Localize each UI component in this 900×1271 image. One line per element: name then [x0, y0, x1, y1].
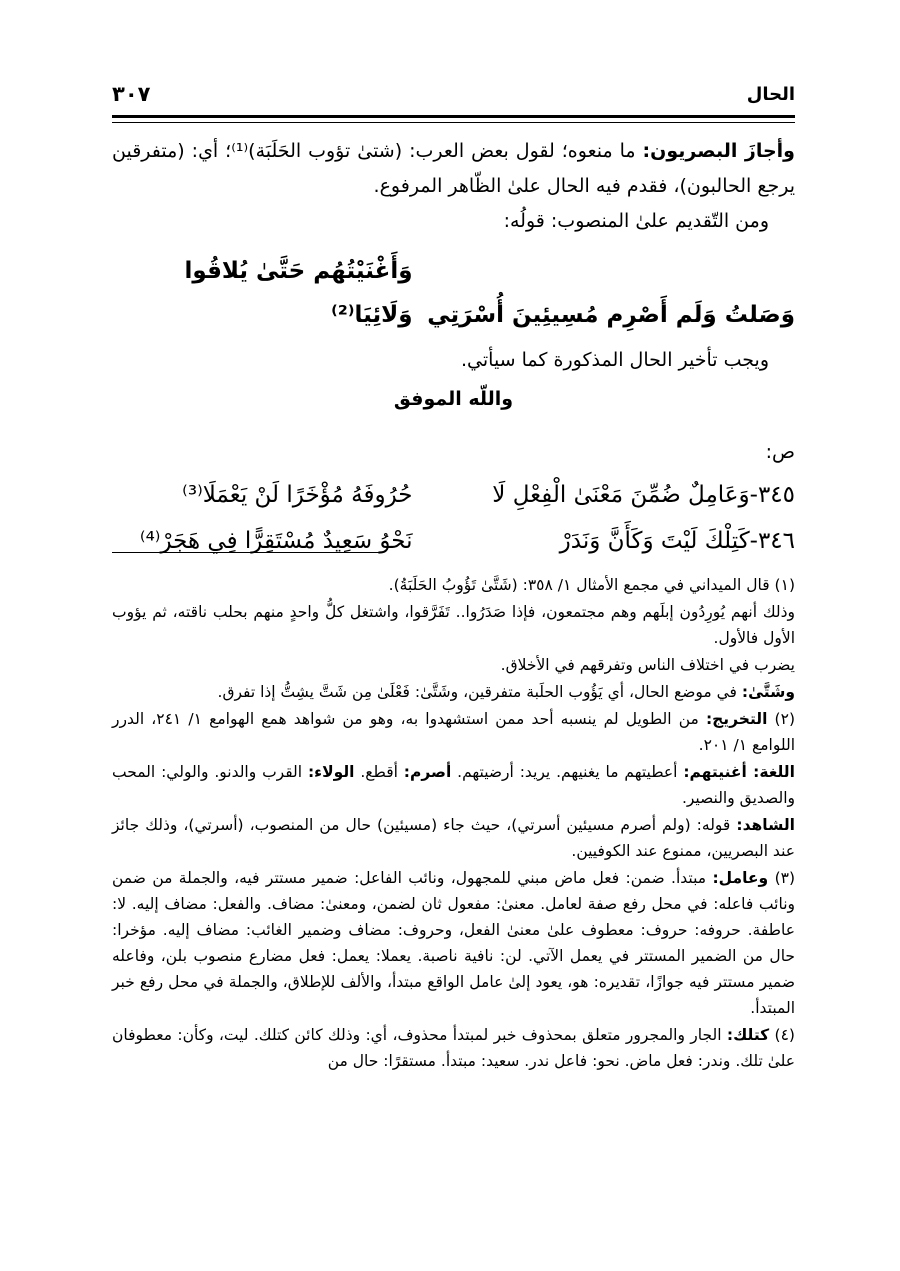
verse-line	[112, 249, 795, 337]
footnote-1: (١) قال الميداني في مجمع الأمثال ١/ ٣٥٨: (شَتَّىٰ تَؤُوبُ الحَلَبَةُ).	[388, 576, 795, 594]
header-rule-thick	[112, 115, 795, 118]
footnote-2-text: من الطويل لم ينسبه أحد ممن استشهدوا به، وهو من شواهد همع الهوامع ١/ ٢٤١، الدرر اللوامع ١/ ٢٠١.	[112, 710, 795, 754]
verse-hemistich-1: وَصَلتُ وَلَم أَصْرِم مُسِيئِينَ أُسْرَتِي	[427, 302, 795, 328]
page-header	[112, 82, 795, 112]
footnote-2-evidence	[112, 812, 795, 864]
footnote-2-evidence-text: قوله: (ولم أصرم مسيئين أسرتي)، حيث جاء (مسيئين) حال من المنصوب، (أسرتي)، وذلك جائز عند البصريين، ممنوع عند الكوفيين.	[112, 816, 795, 860]
poem-line-345-first: ٣٤٥-وَعَامِلٌ ضُمِّنَ مَعْنَىٰ الْفِعْلِ لَا	[492, 482, 795, 508]
book-page	[112, 0, 795, 1271]
poem-line-346-second: نَحْوُ سَعِيدٌ مُسْتَقِرًّا فِي هَجَرْ⁽⁴⁾	[139, 528, 413, 554]
footnote-3-text: مبتدأ. ضمن: فعل ماض مبني للمجهول، ونائب الفاعل: ضمير مستتر فيه، والجملة من ضمن ونائب فاعله: في محل رفع صفة لعامل. معنىٰ: مفعول ثان لضمن، ومعنىٰ: مضاف. والفعل: مضاف إليه. لا: عاطفة. حروفه: حروف: معطوف علىٰ معنىٰ الفعل، وحروف: مضاف وضمير الغائب: مضاف إليه. مؤخرا: حال من الضمير المستتر في يعمل الآتي. لن: نافية ناصبة. يعملا: يعمل: فعل مضارع منصوب بلن، وفاعله ضمير مستتر فيه جوازًا، تقديره: هو، يعود إلىٰ عامل الواقع مبتدأ، والألف للإطلاق، والجملة في محل رفع خبر المبتدأ.	[112, 869, 795, 1017]
verse-hemistich-2: وَأَغْنَيْتُهُم حَتَّىٰ يُلاقُوا وَلَائِيَا⁽²⁾	[184, 258, 413, 328]
footnotes	[112, 572, 795, 1075]
footnote-4-number: (٤)	[774, 1026, 795, 1044]
poem-line-345-second: حُرُوفَهُ مُؤْخَرًا لَنْ يَعْمَلَا⁽³⁾	[182, 482, 413, 508]
paragraph-basrans-text: ما منعوه؛ لقول بعض العرب: (شتىٰ تؤوب الحَلَبَة)⁽¹⁾؛ أي: (متفرقين يرجع الحالبون)، فقدم فيه الحال علىٰ الظّاهر المرفوع.	[112, 140, 795, 197]
page-number: ٣٠٧	[112, 82, 151, 106]
footnote-1-usage: يضرب في اختلاف الناس وتفرقهم في الأخلاق.	[500, 656, 795, 674]
footnote-1-grammar-text: في موضع الحال، أي يَؤُوب الحلَبة متفرقين، وشَتَّىٰ: فَعْلَىٰ مِن شَتَّ يشِتُّ إذا تفرق.	[217, 683, 737, 701]
footnote-2-term: التخريج:	[705, 710, 768, 728]
main-text	[112, 134, 795, 564]
paragraph-delay-rule: ويجب تأخير الحال المذكورة كما سيأتي.	[461, 349, 769, 371]
footnote-1-grammar	[112, 679, 795, 705]
poem-line-346	[112, 518, 795, 564]
footnote-2-language-text3: القرب والدنو. والولي: المحب والصديق والنصير.	[112, 763, 795, 807]
poem-block	[112, 472, 795, 564]
footnote-2-language-term3: الولاء:	[307, 763, 355, 781]
footnote-2	[112, 706, 795, 758]
poem-line-346-first: ٣٤٦-كَتِلْكَ لَيْتَ وَكَأَنَّ وَنَدَرْ	[559, 528, 795, 554]
footnote-3-number: (٣)	[774, 869, 796, 887]
paragraph-object-precedence: ومن التّقديم علىٰ المنصوب: قولُه:	[503, 210, 769, 232]
term-basrans: وأجازَ البصريون:	[642, 140, 795, 162]
footnote-2-language-text2: أقطع.	[360, 763, 398, 781]
footnote-separator	[112, 552, 382, 553]
footnote-2-language-term2: أصرم:	[403, 763, 452, 781]
footnote-2-language-term1: اللغة: أغنيتهم:	[683, 763, 795, 781]
footnote-4	[112, 1022, 795, 1074]
footnote-4-term: كتلك:	[726, 1026, 770, 1044]
footnote-1-term: وشَتَّىٰ:	[741, 683, 795, 701]
footnote-2-language-text1: أعطيتهم ما يغنيهم. يريد: أرضيتهم.	[457, 763, 678, 781]
footnote-2-number: (٢)	[774, 710, 795, 728]
text-label: ص:	[765, 441, 795, 463]
footnote-1-explanation: وذلك أنهم يُورِدُون إبلَهم وهم مجتمعون، فإذا صَدَرُوا.. تَفَرَّقوا، واشتغل كلُّ واحدٍ منهم بحلب ناقته، ثم يؤوب الأول فالأول.	[112, 603, 795, 647]
chapter-title: الحال	[746, 84, 795, 105]
footnote-2-language	[112, 759, 795, 811]
footnote-4-text: الجار والمجرور متعلق بمحذوف خبر لمبتدأ محذوف، أي: وذلك كائن كتلك. ليت، وكأن: معطوفان علىٰ تلك. وندر: فعل ماض. نحو: فاعل ندر. سعيد: مبتدأ. مستقرًا: حال من	[112, 1026, 795, 1070]
footnote-2-evidence-term: الشاهد:	[736, 816, 795, 834]
paragraph-basrans	[112, 134, 795, 204]
footnote-3-term: وعامل:	[712, 869, 769, 887]
closing-phrase: واللّه الموفق	[393, 388, 514, 410]
footnote-3	[112, 865, 795, 1021]
header-rule-thin	[112, 122, 795, 123]
poem-line-345	[112, 472, 795, 518]
